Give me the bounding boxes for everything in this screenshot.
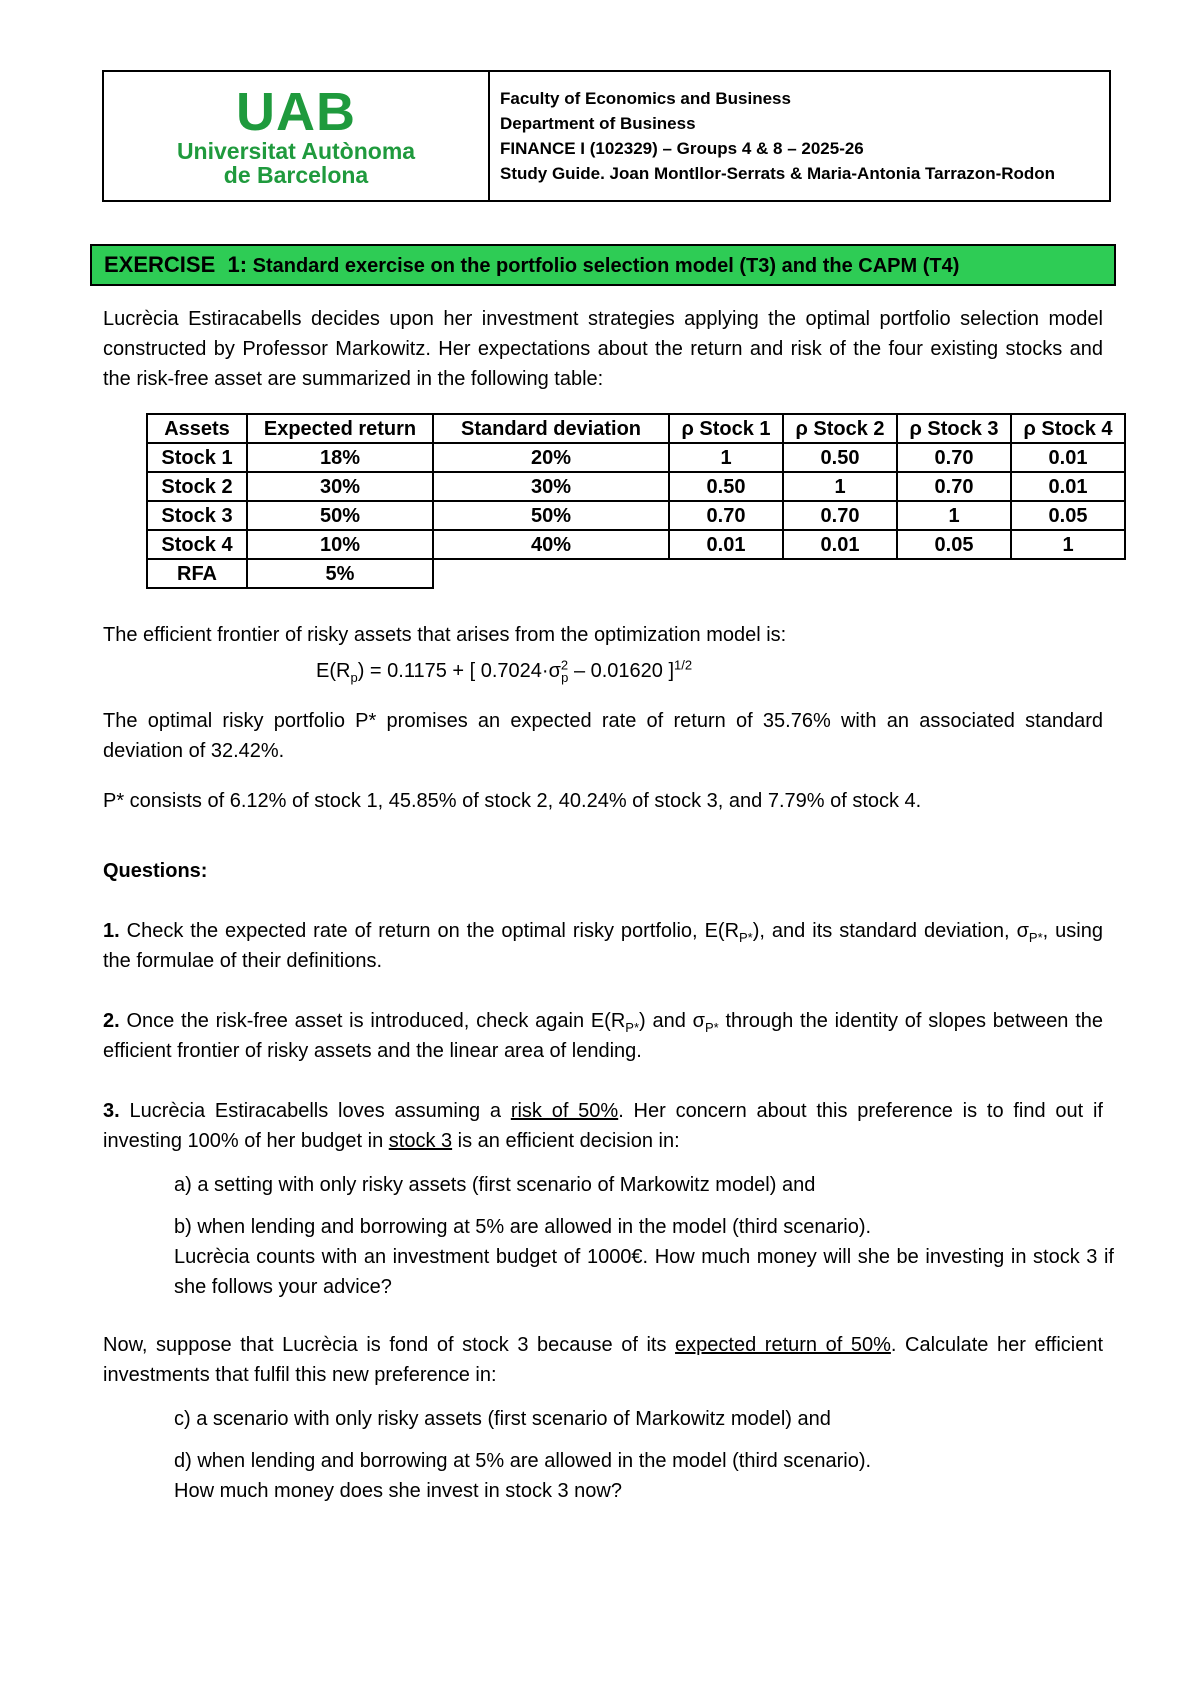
formula-part: E(R [316,660,351,682]
assets-table [146,413,1126,589]
table-cell: 18% [247,443,433,472]
header-cell: Expected return [247,414,433,443]
logo-acronym: UAB [236,82,356,142]
table-row [147,472,1125,501]
table-cell: 5% [247,559,433,588]
optimal-text: The optimal risky portfolio P* promises an expected rate of return of 35.76% with an associated standard deviation of 32.42%. [103,710,1103,762]
logo-line-1: Universitat Autònoma [176,138,416,164]
table-cell: 1 [897,501,1011,530]
table-cell: 0.01 [669,530,783,559]
table-cell: 30% [433,472,669,501]
header-cell: ρ Stock 1 [669,414,783,443]
table-cell: 30% [247,472,433,501]
table-cell: 50% [247,501,433,530]
logo-line-2: de Barcelona [223,162,369,188]
table-cell: RFA [147,559,247,588]
q1-text: Check the expected rate of return on the optimal risky portfolio, E(R [119,920,740,942]
formula-part: – 0.01620 ] [568,660,675,682]
table-cell: Stock 4 [147,530,247,559]
q2-sub: P* [704,1020,719,1035]
q2-number: 2. [103,1010,120,1032]
questions-heading: Questions: [103,860,208,882]
q2-text: ) and σ [639,1010,705,1032]
table-cell: 1 [783,472,897,501]
table-row [147,530,1125,559]
formula-exponent: 1/2 [674,657,693,673]
table-cell: 1 [669,443,783,472]
formula-part: ) = 0.1175 + [ 0.7024·σ [357,660,561,682]
q3-text: is an efficient decision in: [452,1130,680,1152]
q1-sub: P* [1028,930,1043,945]
table-cell: Stock 2 [147,472,247,501]
course-info [490,72,1065,200]
table-cell: 0.70 [897,472,1011,501]
exercise-title-bar [90,244,1116,286]
table-row [147,501,1125,530]
optimal-portfolio-paragraph [103,706,1103,766]
q1-sub: P* [739,930,753,945]
table-cell: 10% [247,530,433,559]
exercise-label: EXERCISE 1: [104,252,248,277]
question-3 [103,1096,1109,1156]
q3-item-a: a) a setting with only risky assets (first scenario of Markowitz model) and [174,1174,816,1196]
table-cell: 0.05 [1011,501,1125,530]
q3-item-b-followup: Lucrècia counts with an investment budget of 1000€. How much money will she be investing in stock 3 if she follows your advice? [174,1246,1114,1298]
table-cell: 50% [433,501,669,530]
faculty-line: Faculty of Economics and Business [500,89,791,108]
formula-sub: p [561,670,569,685]
q1-text: ), and its standard deviation, σ [752,920,1029,942]
formula-sub: p [350,670,358,685]
q3-stock-underlined: stock 3 [388,1130,453,1152]
table-cell: 40% [433,530,669,559]
table-cell: 0.50 [669,472,783,501]
efficient-frontier-formula [316,657,693,685]
table-header-row [147,414,1125,443]
question-4 [103,1330,1103,1390]
table-cell: 0.05 [897,530,1011,559]
course-line: FINANCE I (102329) – Groups 4 & 8 – 2025-26 [500,139,864,158]
header-cell: Assets [147,414,247,443]
formula-sup: 2 [560,657,569,673]
header-cell: ρ Stock 2 [783,414,897,443]
table-cell: 0.70 [669,501,783,530]
table-cell: 0.70 [897,443,1011,472]
intro-paragraph [103,304,1103,394]
frontier-text: The efficient frontier of risky assets that arises from the optimization model is: [103,624,787,646]
uab-logo [104,72,490,200]
q3-text: Lucrècia Estiracabells loves assuming a [119,1100,511,1122]
department-line: Department of Business [500,114,696,133]
q4-text: . Calculate her efficient investments that fulfil this new preference in: [103,1334,1104,1386]
q4-item-c: c) a scenario with only risky assets (first scenario of Markowitz model) and [174,1408,831,1430]
q4-item-d-followup: How much money does she invest in stock 3 now? [174,1480,622,1502]
table-cell: Stock 1 [147,443,247,472]
composition-text: P* consists of 6.12% of stock 1, 45.85% of stock 2, 40.24% of stock 3, and 7.79% of stock 4. [103,790,922,812]
empty-cell [433,559,1125,588]
q4-item-d: d) when lending and borrowing at 5% are allowed in the model (third scenario). [174,1450,872,1472]
q1-text: , using the formulae of their definitions. [103,920,1103,972]
q3-item-b: b) when lending and borrowing at 5% are allowed in the model (third scenario). [174,1216,872,1238]
table-cell: 1 [1011,530,1125,559]
exercise-title: Standard exercise on the portfolio selection model (T3) and the CAPM (T4) [247,255,960,277]
question-2 [103,1006,1103,1066]
q3-number: 3. [103,1100,120,1122]
table-cell: 0.70 [783,501,897,530]
table-cell: 0.01 [1011,443,1125,472]
table-cell: 0.01 [783,530,897,559]
table-row-rfa [147,559,1125,588]
q4-text: Now, suppose that Lucrècia is fond of stock 3 because of its [103,1334,676,1356]
header-cell: ρ Stock 4 [1011,414,1125,443]
q2-sub: P* [625,1020,640,1035]
header-cell: ρ Stock 3 [897,414,1011,443]
table-row [147,443,1125,472]
q3-risk-underlined: risk of 50% [510,1100,619,1122]
table-cell: 0.01 [1011,472,1125,501]
q2-text: through the identity of slopes between the efficient frontier of risky assets and the linear area of lending. [103,1010,1103,1062]
intro-text: Lucrècia Estiracabells decides upon her investment strategies applying the optimal portfolio selection model constructed by Professor Markowitz. Her expectations about the return and risk of the four existing stocks and the risk-free asset are summarized in the following table: [103,308,1103,390]
q2-text: Once the risk-free asset is introduced, check again E(R [119,1010,626,1032]
q4-return-underlined: expected return of 50% [675,1334,891,1356]
table-cell: 0.50 [783,443,897,472]
header-box [102,70,1111,202]
question-1 [103,916,1103,976]
header-cell: Standard deviation [433,414,669,443]
table-cell: Stock 3 [147,501,247,530]
q1-number: 1. [103,920,120,942]
authors-line: Study Guide. Joan Montllor-Serrats & Maria-Antonia Tarrazon-Rodon [500,164,1056,183]
q3-text: . Her concern about this preference is to find out if investing 100% of her budget in [103,1100,1109,1152]
table-cell: 20% [433,443,669,472]
